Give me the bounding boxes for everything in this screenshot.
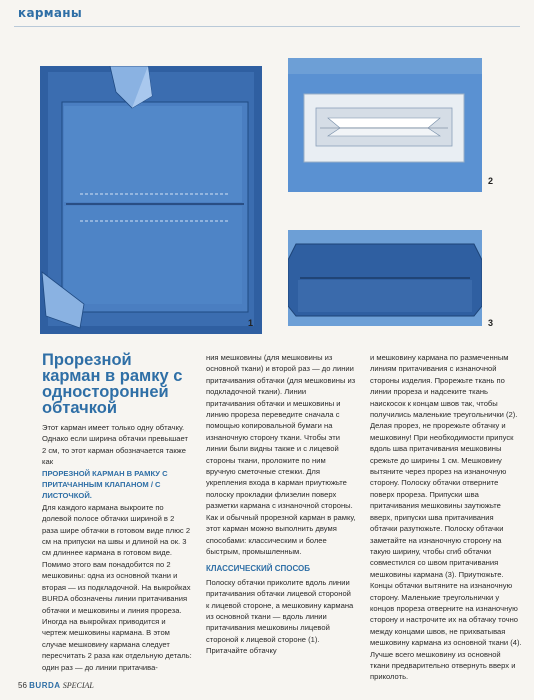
illustration-2 — [288, 58, 482, 192]
slit-triangle-top — [328, 118, 440, 128]
illustration-3 — [288, 230, 482, 326]
section-tag: карманы — [18, 6, 82, 20]
slit-triangle-bottom — [328, 128, 440, 136]
section-rule — [14, 26, 520, 27]
figure-number-2: 2 — [488, 176, 494, 186]
col1-body: Для каждого кармана выкроите по долевой полосе обтачки шириной в 2 раза шире обтачки в готовом виде плюс 2 см на припуски на швы и длиной на ок. 3 см длиннее кармана в готовом виде. Помимо этого вам понадобится по 2 мешковины: одна из основной ткани и вторая — из подкладочной. На выкройках BURDA обозначены линии притачивания обтачки и мешковины и линия прореза. Иногда на выкройках приводится и чертеж мешковины кармана. В этом случае мешковину кармана следует пересчитать 2 раза как отдельную деталь: один раз — до линии притачива- — [42, 502, 192, 672]
illustration-2-svg — [288, 58, 482, 192]
figure-number-1: 1 — [248, 318, 254, 328]
article-title: Прорезной карман в рамку с односторонней обтачкой — [42, 351, 183, 417]
page-footer — [18, 681, 94, 690]
text-column-1 — [42, 352, 192, 673]
illustration-1 — [40, 66, 262, 334]
text-column-3 — [370, 352, 522, 683]
col2-subhead: КЛАССИЧЕСКИЙ СПОСОБ — [206, 564, 311, 574]
figure-number-3: 3 — [488, 318, 494, 328]
fabric-band — [288, 58, 482, 74]
col1-highlight: ПРОРЕЗНОЙ КАРМАН В РАМКУ С ПРИТАЧАННЫМ КЛАПАНОМ / С ЛИСТОЧКОЙ. — [42, 468, 168, 501]
illustration-3-svg — [288, 230, 482, 326]
footer-brand: BURDA — [29, 681, 61, 690]
footer-special: SPECIAL — [62, 681, 94, 690]
text-column-2 — [206, 352, 356, 657]
col2-body: ния мешковины (для мешковины из основной ткани) и второй раз — до линии притачивания обтачки (для мешковины из подкладочной ткани). Линии притачивания обтачки и мешковины и линию прореза переведите сначала с помощью копировальной бумаги на изнаночную сторону ткани. Чтобы эти линии были видны также и с лицевой стороны ткани, проложите по ним вручную сметочные стежки. Для укрепления входа в карман приутюжьте полоску прокладки флизелин поверх разметки кармана с изнаночной стороны. Как и обычный прорезной карман в рамку, этот карман можно выполнить двумя способами: классическим и более быстрым, промышленным. — [206, 353, 356, 556]
page-number: 56 — [18, 681, 27, 690]
illustration-1-svg — [40, 66, 262, 334]
facing-lower-half — [298, 280, 472, 312]
facing-upper — [64, 106, 242, 202]
col1-intro: Этот карман имеет только одну обтачку. Однако если ширина обтачки превышает 2 см, то этот карман обозначается также как — [42, 423, 188, 467]
col3-body: и мешковину кармана по размеченным линиям притачивания с изнаночной стороны изделия. Прорежьте ткань по линии прореза и надсеките ткань наискосок к концам швов так, чтобы получились маленькие треугольнички (2). Делая прорез, не прорежьте обтачку и мешковину! При необходимости припуск вдоль шва притачивания мешковины срежьте до ширины 1 см. Мешковину вытяните через прорез на изнаночную сторону. Полоску обтачки отверните поверх прореза. Припуски шва притачивания мешковины заутюжьте вверх, припуски шва притачивания обтачки разутюжьте. Полоску обтачки заметайте на изнаночную сторону на такую ширину, чтобы сгиб обтачки совместился со швом притачивания мешковины кармана (3). Приутюжьте. Концы обтачки вытяните на изнаночную сторону. Маленькие треугольнички у концов прореза отверните на изнаночную сторону и настрочите их на обтачку точно между концами швов, не прихватывая мешковину кармана из основной ткани (4). Лучше всего мешковину из основной ткани предварительно отвернуть вверх и приколоть. — [370, 353, 522, 682]
col2-body-2: Полоску обтачки приколите вдоль линии притачивания обтачки лицевой стороной к лицевой стороне, а мешковину кармана из основной ткани — вдоль линии притачивания мешковины лицевой стороной к лицевой стороне (1). Притачайте обтачку — [206, 577, 354, 656]
